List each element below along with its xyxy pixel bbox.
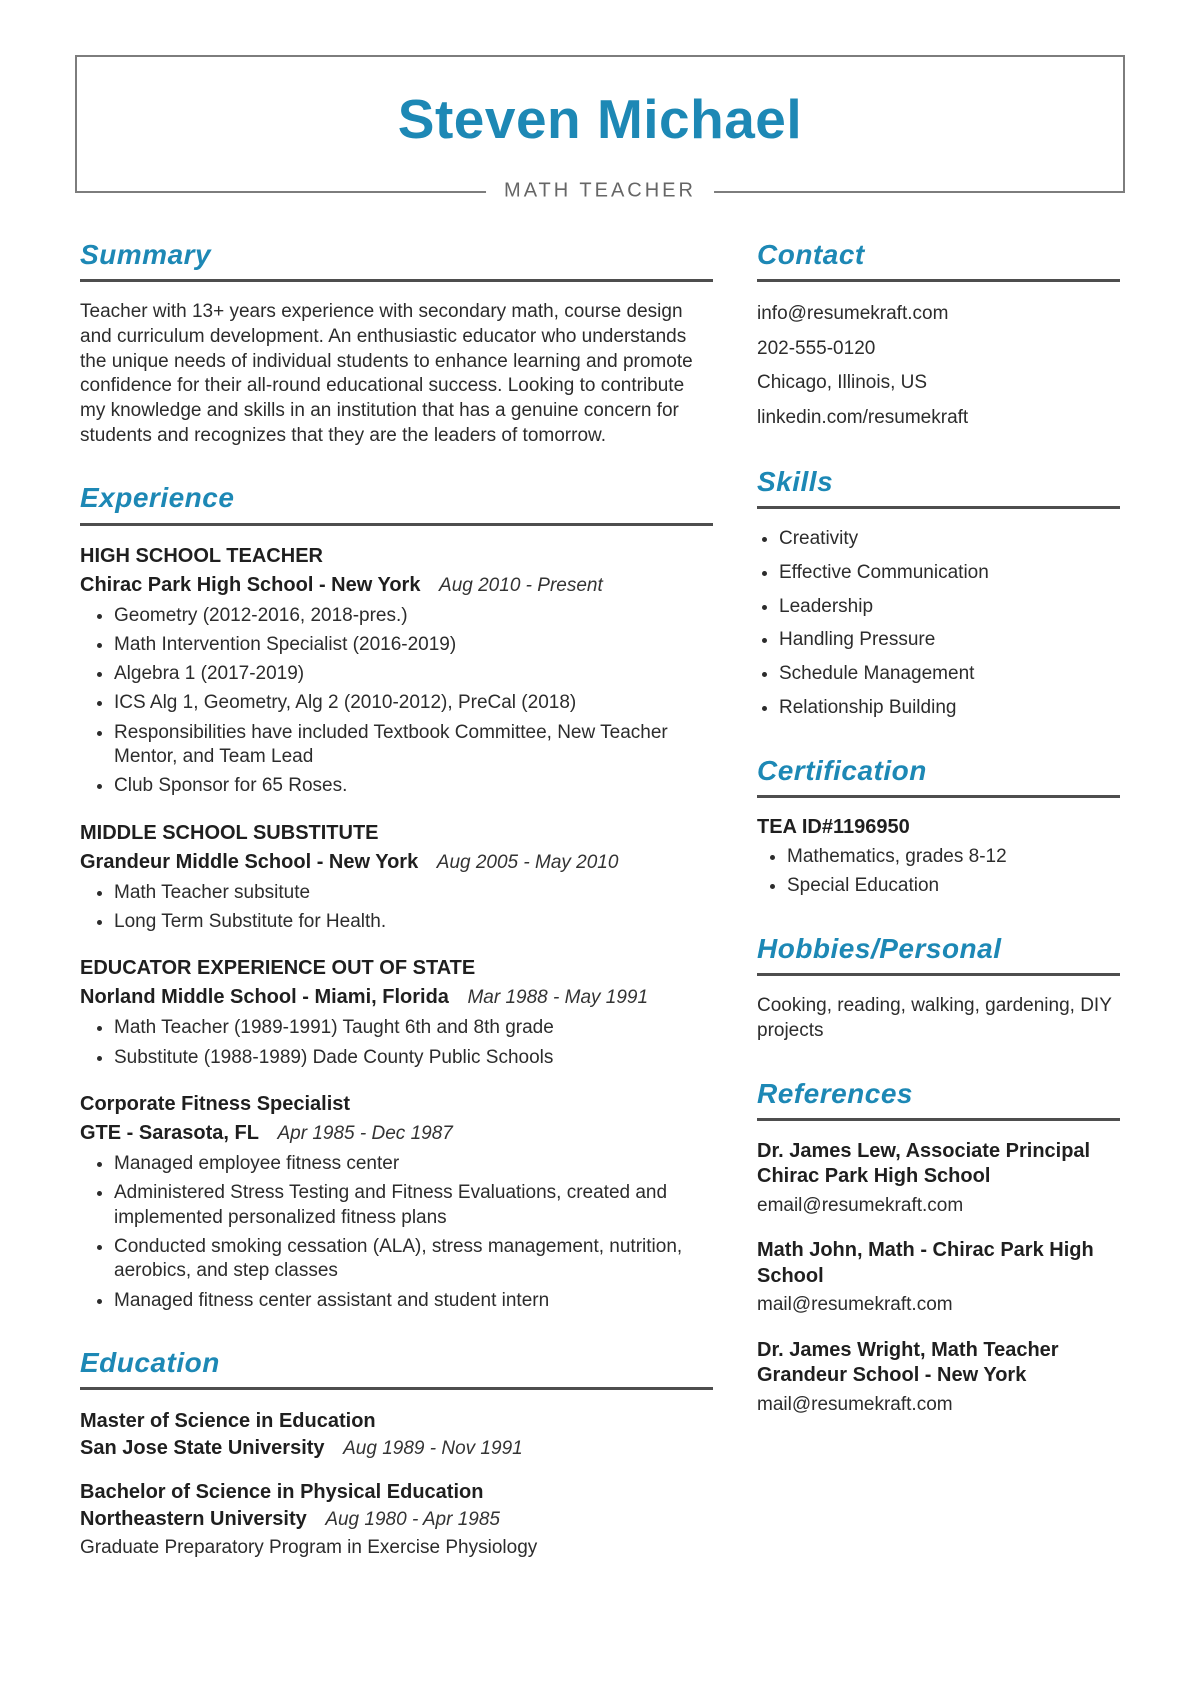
- section-experience: [80, 482, 713, 1313]
- job-dates: Apr 1985 - Dec 1987: [277, 1122, 453, 1144]
- reference-name: Math John, Math - Chirac Park High School: [757, 1239, 1094, 1287]
- bullet-item: • Math Teacher subsitute: [114, 881, 713, 905]
- section-references: [757, 1078, 1120, 1418]
- job-bullets: [80, 604, 713, 799]
- education-list: [80, 1408, 713, 1561]
- person-title: MATH TEACHER: [486, 180, 714, 203]
- reference-name: Dr. James Lew, Associate Principal Chirac Park High School: [757, 1139, 1091, 1188]
- school-line: [80, 1436, 713, 1461]
- education-note: Graduate Preparatory Program in Exercise Physiology: [80, 1537, 538, 1558]
- education-dates: Aug 1989 - Nov 1991: [343, 1438, 523, 1459]
- certification-item: • Mathematics, grades 8-12: [787, 845, 1120, 870]
- education-heading: Education: [80, 1347, 713, 1390]
- reference-email: mail@resumekraft.com: [757, 1393, 953, 1415]
- education-entry: [80, 1408, 713, 1461]
- job-dates: Mar 1988 - May 1991: [467, 987, 649, 1009]
- job-employer-line: [80, 850, 713, 875]
- job-dates: Aug 2005 - May 2010: [436, 851, 619, 873]
- school: Northeastern University: [80, 1508, 307, 1530]
- section-contact: [757, 239, 1120, 432]
- job-employer-line: [80, 1121, 713, 1146]
- reference-entry: [757, 1139, 1120, 1218]
- certification-list: [757, 845, 1120, 899]
- reference-name: Dr. James Wright, Math Teacher Grandeur School - New York: [757, 1338, 1059, 1387]
- certification-heading: Certification: [757, 755, 1120, 798]
- experience-entry: [80, 956, 713, 1070]
- experience-entry: [80, 1092, 713, 1313]
- education-dates: Aug 1980 - Apr 1985: [325, 1509, 500, 1530]
- skill-item: • Leadership: [779, 595, 1120, 620]
- job-title: EDUCATOR EXPERIENCE OUT OF STATE: [80, 957, 476, 980]
- employer: Grandeur Middle School - New York: [80, 850, 419, 873]
- right-column: [757, 239, 1120, 1451]
- experience-entry: [80, 544, 713, 799]
- person-name: Steven Michael: [397, 87, 803, 150]
- skill-item: • Schedule Management: [779, 662, 1120, 687]
- skill-item: • Handling Pressure: [779, 628, 1120, 653]
- bullet-item: • Geometry (2012-2016, 2018-pres.): [114, 604, 713, 628]
- employer: Chirac Park High School - New York: [80, 573, 421, 596]
- experience-heading: Experience: [80, 482, 713, 525]
- bullet-item: • Administered Stress Testing and Fitness Evaluations, created and implemented personalized fitness plans: [114, 1181, 713, 1230]
- employer: GTE - Sarasota, FL: [80, 1121, 259, 1144]
- degree: Master of Science in Education: [80, 1410, 376, 1432]
- contact-heading: Contact: [757, 239, 1120, 282]
- bullet-item: • Math Intervention Specialist (2016-2019): [114, 633, 713, 657]
- section-summary: [80, 239, 713, 448]
- left-column: [80, 239, 713, 1595]
- bullet-item: • Responsibilities have included Textbook Committee, New Teacher Mentor, and Team Lead: [114, 721, 713, 770]
- section-skills: [757, 466, 1120, 720]
- section-certification: [757, 755, 1120, 900]
- job-title: HIGH SCHOOL TEACHER: [80, 544, 323, 567]
- job-title: MIDDLE SCHOOL SUBSTITUTE: [80, 821, 379, 844]
- header: [0, 0, 1200, 202]
- reference-email: mail@resumekraft.com: [757, 1294, 953, 1316]
- references-heading: References: [757, 1078, 1120, 1121]
- employer: Norland Middle School - Miami, Florida: [80, 986, 449, 1009]
- job-employer-line: [80, 573, 713, 598]
- certification-item: • Special Education: [787, 874, 1120, 899]
- reference-entry: [757, 1238, 1120, 1317]
- job-bullets: [80, 881, 713, 935]
- section-hobbies: [757, 933, 1120, 1044]
- contact-list: [757, 300, 1120, 432]
- references-list: [757, 1139, 1120, 1417]
- experience-entry: [80, 821, 713, 935]
- job-dates: Aug 2010 - Present: [439, 574, 603, 596]
- bullet-item: • Math Teacher (1989-1991) Taught 6th and 8th grade: [114, 1016, 713, 1040]
- hobbies-heading: Hobbies/Personal: [757, 933, 1120, 976]
- bullet-item: • ICS Alg 1, Geometry, Alg 2 (2010-2012), PreCal (2018): [114, 691, 713, 715]
- bullet-item: • Conducted smoking cessation (ALA), stress management, nutrition, aerobics, and step classes: [114, 1235, 713, 1284]
- bullet-item: • Long Term Substitute for Health.: [114, 910, 713, 934]
- degree: Bachelor of Science in Physical Education: [80, 1481, 484, 1503]
- skill-item: • Relationship Building: [779, 696, 1120, 721]
- skill-item: • Effective Communication: [779, 561, 1120, 586]
- job-employer-line: [80, 985, 713, 1010]
- contact-line: linkedin.com/resumekraft: [757, 406, 969, 428]
- reference-entry: [757, 1338, 1120, 1417]
- contact-line: Chicago, Illinois, US: [757, 372, 928, 394]
- bullet-item: • Managed employee fitness center: [114, 1152, 713, 1176]
- school-line: [80, 1507, 713, 1532]
- school: San Jose State University: [80, 1437, 325, 1459]
- skill-item: • Creativity: [779, 527, 1120, 552]
- bullet-item: • Substitute (1988-1989) Dade County Public Schools: [114, 1046, 713, 1070]
- education-entry: [80, 1479, 713, 1561]
- experience-list: [80, 544, 713, 1313]
- summary-text: Teacher with 13+ years experience with secondary math, course design and curriculum development. An enthusiastic educator who understands the unique needs of individual students to enhance learning and promote confidence for their all-round educational success. Looking to contribute my knowledge and skills in an institution that has a genuine concern for students and recognizes that they are the leaders of tomorrow.: [80, 301, 693, 446]
- contact-line: 202-555-0120: [757, 337, 876, 359]
- job-bullets: [80, 1016, 713, 1070]
- hobbies-text: Cooking, reading, walking, gardening, DIY projects: [757, 995, 1112, 1041]
- summary-heading: Summary: [80, 239, 713, 282]
- job-title: Corporate Fitness Specialist: [80, 1092, 351, 1115]
- bullet-item: • Managed fitness center assistant and student intern: [114, 1289, 713, 1313]
- section-education: [80, 1347, 713, 1561]
- skills-heading: Skills: [757, 466, 1120, 509]
- bullet-item: • Algebra 1 (2017-2019): [114, 662, 713, 686]
- skills-list: [757, 527, 1120, 720]
- main-columns: [0, 193, 1200, 1595]
- header-box: [75, 55, 1125, 202]
- contact-line: info@resumekraft.com: [757, 303, 949, 325]
- job-bullets: [80, 1152, 713, 1313]
- bullet-item: • Club Sponsor for 65 Roses.: [114, 774, 713, 798]
- reference-email: email@resumekraft.com: [757, 1194, 964, 1216]
- certification-id: TEA ID#1196950: [757, 815, 910, 838]
